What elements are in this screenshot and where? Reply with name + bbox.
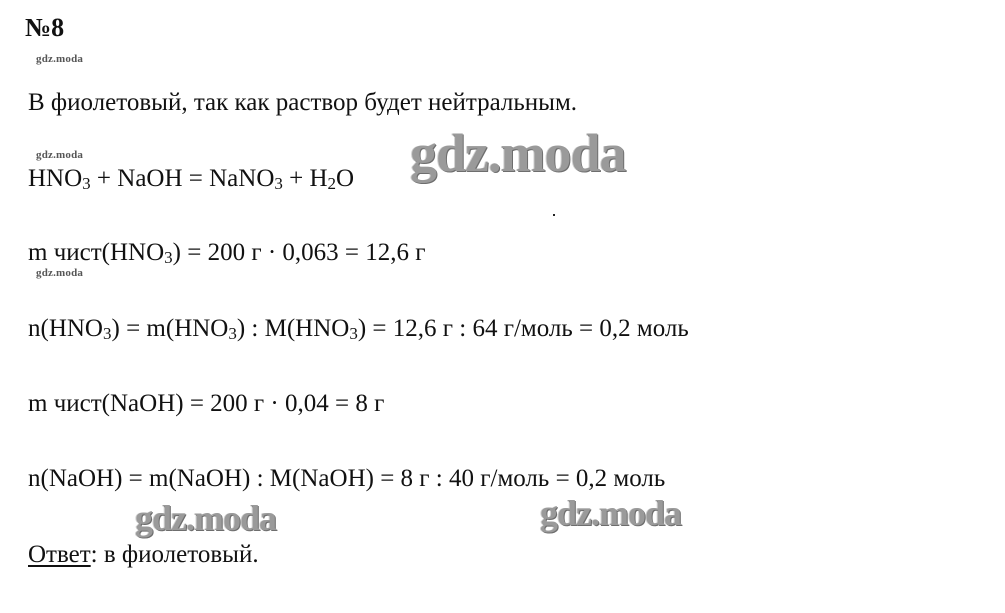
answer [28, 542, 259, 567]
reaction-equation: $HNO_3$ + NaOH = NaNO$_3$ + $H_2O$ [28, 165, 355, 193]
watermark-small-1: gdz.moda [36, 53, 84, 65]
answer-label: Ответ [28, 541, 91, 568]
watermark-large-3: gdz.moda [540, 493, 682, 533]
calc-mass-hno3: m $чист(HNO_3) = 200$ г · 0,063 = 12,6 г [28, 239, 426, 267]
calc-moles-hno3: $n(HNO_3) = m(HNO_3)$ : $M(HNO_3) = 12,6$ г : 64 г/моль = 0,2 моль [28, 315, 689, 343]
answer-text: : в фиолетовый. [90, 541, 259, 568]
watermark-small-3: gdz.moda [36, 267, 84, 279]
watermark-small-2: gdz.moda [36, 149, 84, 161]
watermark-large-1: gdz.moda [410, 123, 626, 183]
intro-text: В фиолетовый, так как раствор будет нейтральным. [28, 89, 578, 116]
task-number: №8 [25, 13, 65, 42]
calc-mass-naoh: m чист(NaOH) = 200 г · 0,04 = 8 г [28, 390, 385, 417]
stray-dot [553, 214, 555, 216]
calc-moles-naoh: n(NaOH) = m(NaOH) : M(NaOH) = 8 г : 40 г/моль = 0,2 моль [28, 465, 666, 492]
watermark-large-2: gdz.moda [135, 498, 277, 538]
